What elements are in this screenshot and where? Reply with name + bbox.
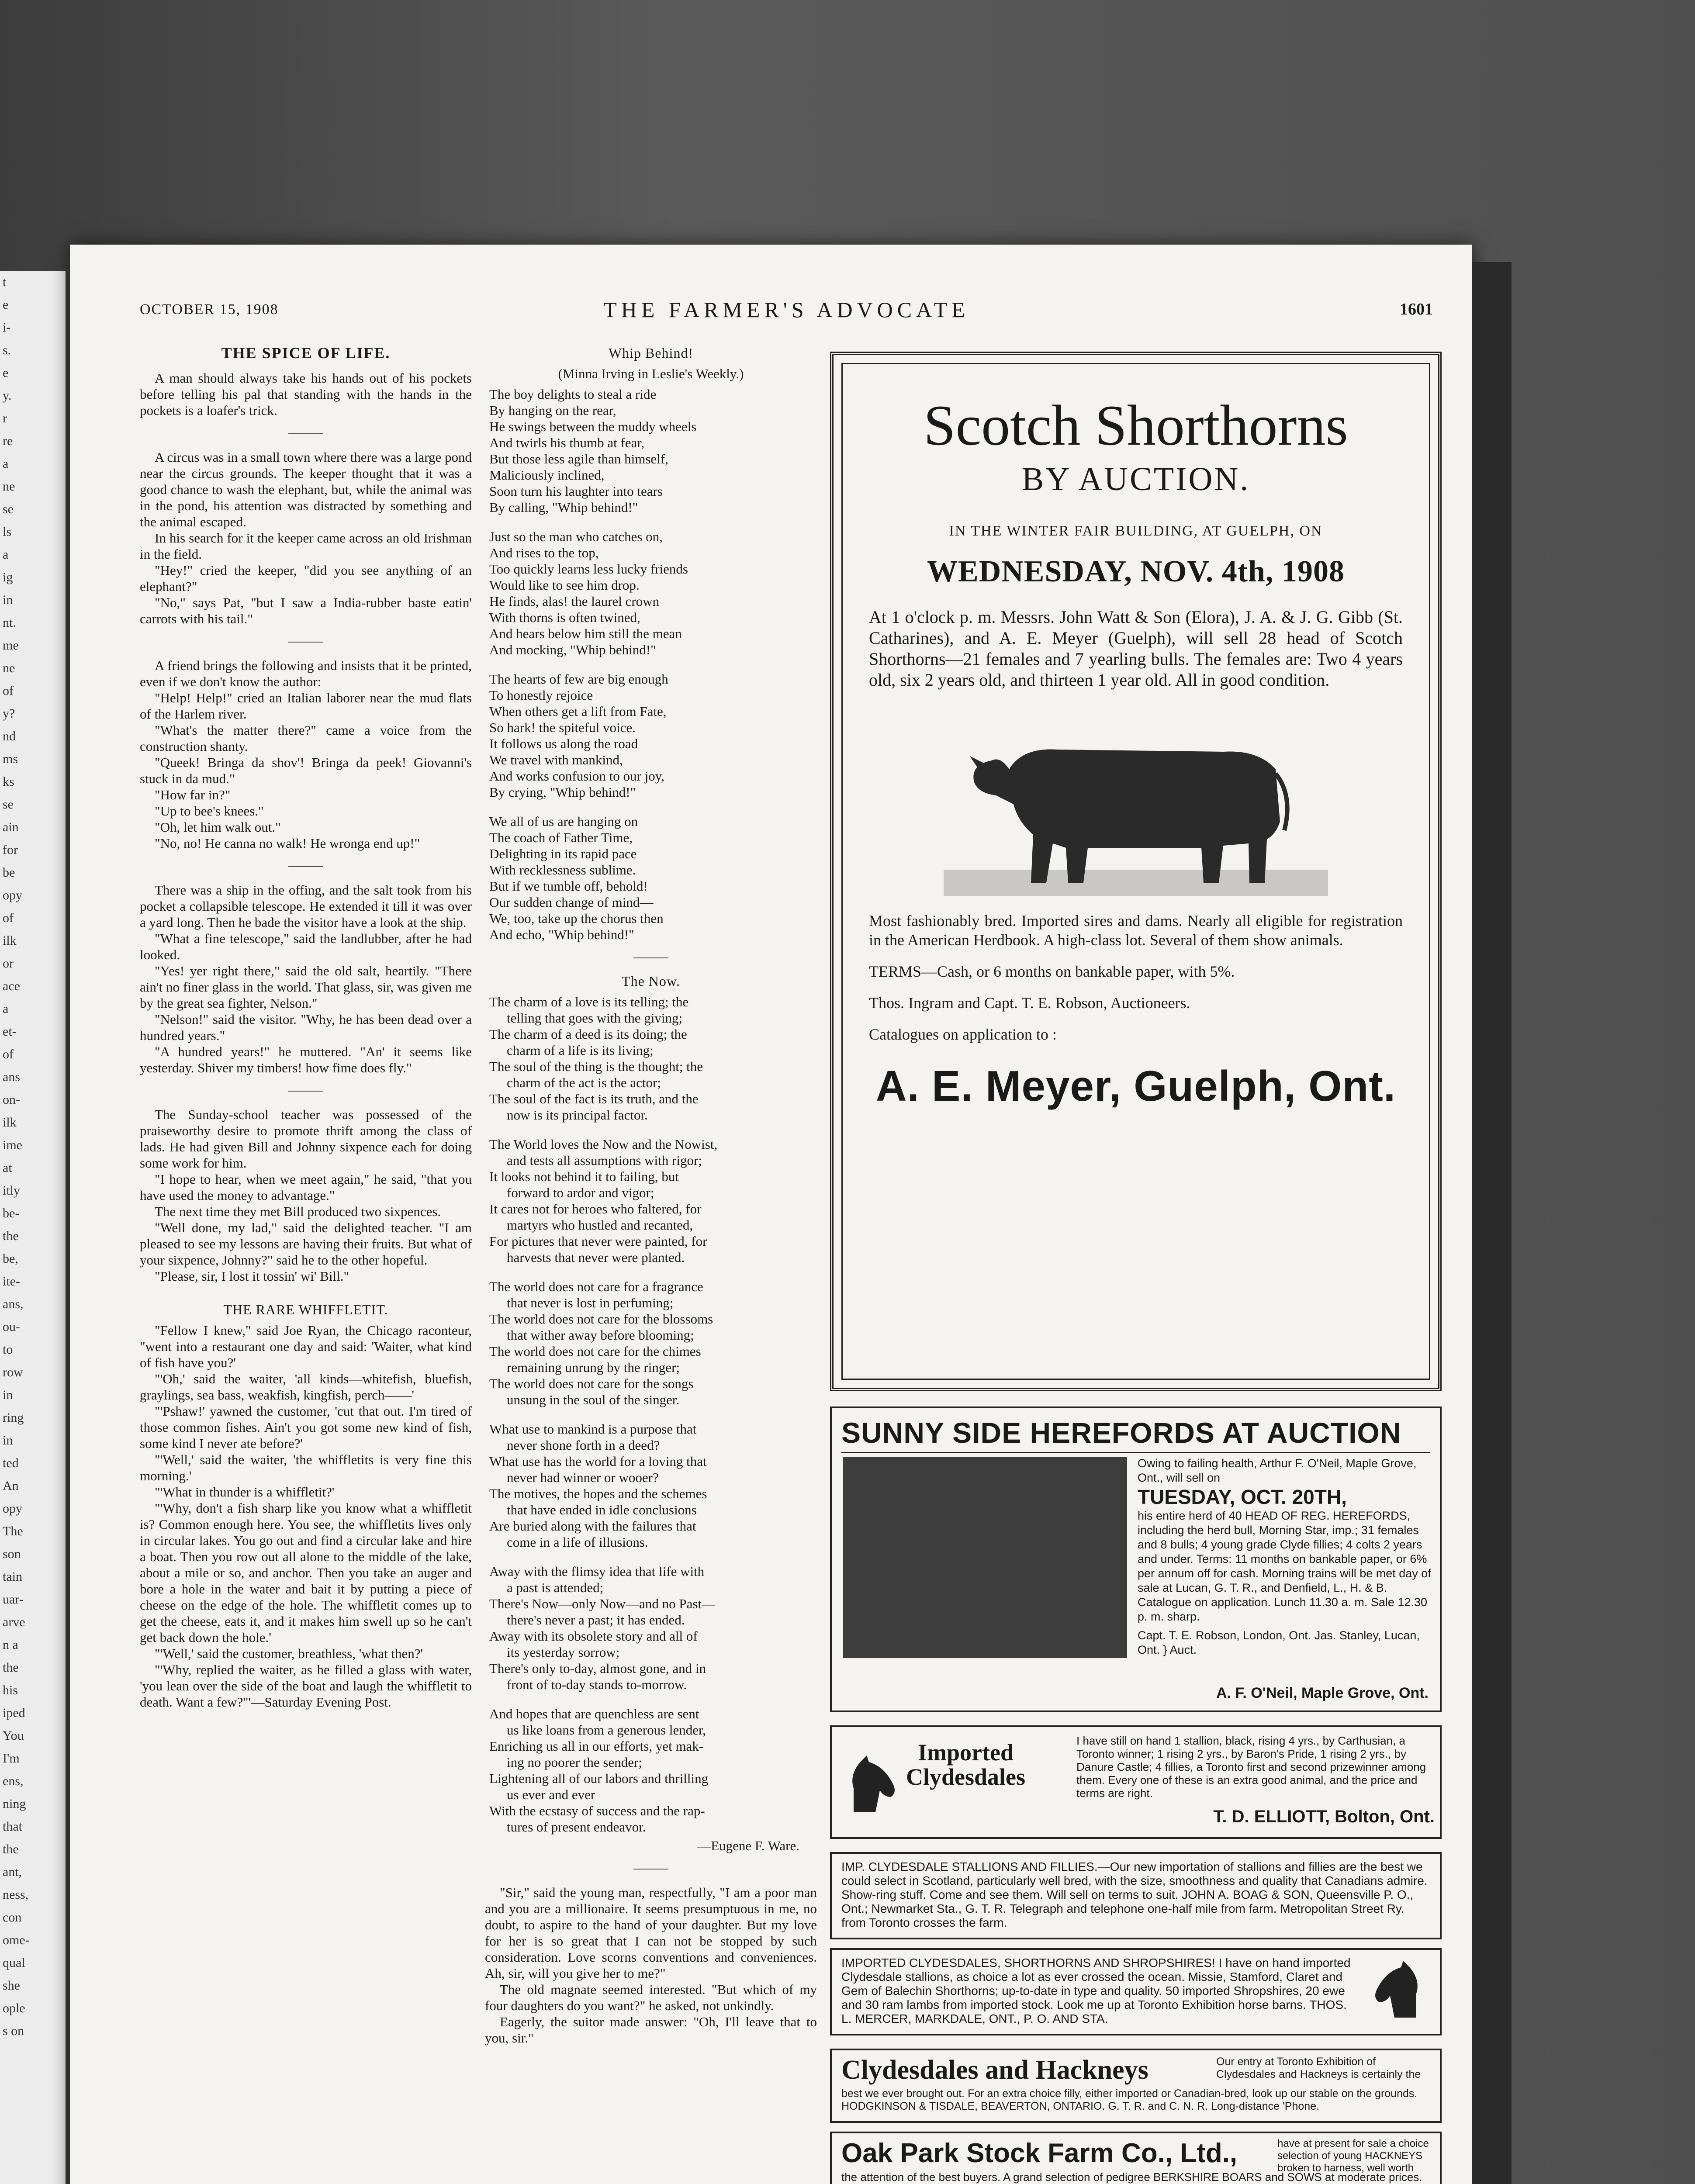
adjacent-page-text-fragment: qual bbox=[3, 1956, 25, 1970]
advert-body: At 1 o'clock p. m. Messrs. John Watt & Son (Elora), J. A. & J. G. Gibb (St. Catharines), and A. E. Meyer (Guelph), will sell 28 head of Scotch Shorthorns—21 females and 7 yearling bulls. The females are: Two 4 years old, six 2 years old, and thirteen 1 year old. All in good condition. bbox=[869, 607, 1403, 690]
adjacent-page-text-fragment: the bbox=[3, 1842, 19, 1856]
poem-line: By crying, "Whip behind!" bbox=[489, 784, 636, 800]
poem-line: Just so the man who catches on, bbox=[489, 529, 663, 544]
poem-line: a past is attended; bbox=[507, 1580, 604, 1595]
poem-line: Away with the flimsy idea that life with bbox=[489, 1564, 705, 1579]
poem-line: charm of a life is its living; bbox=[507, 1043, 654, 1058]
advert-frame bbox=[841, 363, 1430, 1380]
paragraph: The next time they met Bill produced two sixpences. bbox=[155, 1204, 441, 1219]
advert-area bbox=[70, 245, 1472, 2184]
poem-line: The world does not care for the chimes bbox=[489, 1344, 701, 1359]
advert-text: best we ever brought out. For an extra choice filly, either imported or Canadian-bred, look up our stable on the grounds. HODGKINSON & TISDALE, BEAVERTON, ONTARIO. G. T. R. and C. N. R. Long-distance 'Phone. bbox=[841, 2087, 1418, 2112]
advert-clydesdales-and-hackneys bbox=[830, 2049, 1442, 2123]
poem-line: Lightening all of our labors and thrilling bbox=[489, 1771, 709, 1786]
poem-line: And works confusion to our joy, bbox=[489, 768, 664, 784]
poem-title-whip-behind: Whip Behind! bbox=[608, 345, 694, 361]
poem-line: And rises to the top, bbox=[489, 545, 599, 560]
poem-line: But those less agile than himself, bbox=[489, 451, 668, 467]
poem-line: With thorns is often twined, bbox=[489, 610, 640, 625]
poem-line: Maliciously inclined, bbox=[489, 467, 605, 483]
adjacent-page-text-fragment: be- bbox=[3, 1206, 20, 1220]
poem-line: harvests that never were planted. bbox=[507, 1250, 685, 1265]
poem-line: With recklessness sublime. bbox=[489, 862, 636, 878]
paragraph: In his search for it the keeper came across an old Irishman in the field. bbox=[140, 530, 472, 562]
paragraph: "Help! Help!" cried an Italian laborer near the mud flats of the Harlem river. bbox=[140, 690, 472, 722]
advert-mercer-clydesdales bbox=[830, 1948, 1442, 2035]
page-edge-shadow bbox=[1472, 262, 1512, 2184]
horse-head-icon bbox=[836, 1753, 902, 1814]
advert-heading: SUNNY SIDE HEREFORDS AT AUCTION bbox=[841, 1416, 1430, 1453]
paragraph: "How far in?" bbox=[155, 787, 231, 802]
adjacent-page-text-fragment: itly bbox=[3, 1183, 21, 1198]
poem-line: For pictures that never were painted, for bbox=[489, 1234, 707, 1249]
adjacent-page-text-fragment: or bbox=[3, 956, 14, 971]
paragraph: "What a fine telescope," said the landlubber, after he had looked. bbox=[140, 931, 472, 962]
poem-line: us like loans from a generous lender, bbox=[507, 1722, 706, 1738]
adjacent-page-text-fragment: et- bbox=[3, 1024, 17, 1039]
poem-line: Soon turn his laughter into tears bbox=[489, 484, 663, 499]
advert-signature: A. F. O'Neil, Maple Grove, Ont. bbox=[1216, 1685, 1429, 1701]
poem-line: there's never a past; it has ended. bbox=[507, 1612, 685, 1628]
adjacent-page-text-fragment: she bbox=[3, 1978, 20, 1993]
adjacent-page-text-fragment: ime bbox=[3, 1138, 22, 1152]
adjacent-page-text-fragment: a bbox=[3, 1002, 9, 1016]
adjacent-page-text-fragment: se bbox=[3, 797, 14, 812]
poem-line: The soul of the fact is its truth, and the bbox=[489, 1091, 699, 1106]
issue-date: OCTOBER 15, 1908 bbox=[140, 301, 279, 318]
advert-sunny-side-herefords bbox=[830, 1406, 1442, 1712]
paragraph: A man should always take his hands out of his pockets before telling his pal that standing with the hands in the pockets is a loafer's trick. bbox=[140, 370, 472, 418]
poem-line: By calling, "Whip behind!" bbox=[489, 500, 638, 515]
poem-line: We all of us are hanging on bbox=[489, 814, 638, 829]
adjacent-page-text-fragment: ne bbox=[3, 661, 15, 675]
poem-line: By hanging on the rear, bbox=[489, 403, 616, 418]
advert-subtitle: BY AUCTION. bbox=[1021, 461, 1250, 498]
adjacent-page-text-fragment: of bbox=[3, 1047, 14, 1061]
poem-line: But if we tumble off, behold! bbox=[489, 878, 648, 894]
poem-line: The world does not care for the songs bbox=[489, 1376, 694, 1391]
advert-side-text: Our entry at Toronto Exhibition of Clydesdales and Hackneys is certainly the bbox=[1216, 2056, 1421, 2080]
poem-line: now is its principal factor. bbox=[507, 1107, 648, 1123]
advert-title bbox=[906, 1740, 1025, 1789]
poem-line: So hark! the spiteful voice. bbox=[489, 720, 636, 735]
adjacent-page-text-fragment: of bbox=[3, 911, 14, 925]
adjacent-page-text-fragment: ning bbox=[3, 1797, 26, 1811]
adjacent-page-text-fragment: ms bbox=[3, 752, 18, 766]
adjacent-page-text-fragment: ain bbox=[3, 820, 19, 834]
advert-imported-clydesdales-elliott bbox=[830, 1725, 1442, 1839]
paragraph: "'Why, replied the waiter, as he filled a glass with water, 'you lean over the side of the boat and laugh the whiffletit to death. Want a few?'"—Saturday Evening Post. bbox=[140, 1662, 472, 1710]
paragraph: A friend brings the following and insists that it be printed, even if we don't know the author: bbox=[140, 658, 472, 689]
paragraph: "Well done, my lad," said the delighted teacher. "I am pleased to see my lessons are having their fruits. But what of your sixpence, Johnny?" said he to the other hopeful. bbox=[140, 1220, 472, 1268]
advert-title: Oak Park Stock Farm Co., Ltd., bbox=[841, 2138, 1238, 2168]
adjacent-page-text-fragment: son bbox=[3, 1547, 21, 1561]
poem-line: What use to mankind is a purpose that bbox=[489, 1421, 697, 1437]
paragraph: The old magnate seemed interested. "But which of my four daughters do you want?" he asked, not unkindly. bbox=[485, 1982, 817, 2013]
paragraph: There was a ship in the offing, and the salt took from his pocket a collapsible telescope. He extended it till it was over a yard long. Then he bade the visitor have a look at the ship. bbox=[140, 882, 472, 930]
poem-line: remaining unrung by the ringer; bbox=[507, 1360, 680, 1375]
poem-line: The boy delights to steal a ride bbox=[489, 387, 657, 402]
adjacent-page-text-fragment: The bbox=[3, 1524, 23, 1538]
poem-line: With the ecstasy of success and the rap- bbox=[489, 1803, 705, 1818]
adjacent-page-text-fragment: ig bbox=[3, 570, 13, 584]
poem-line: never shone forth in a deed? bbox=[507, 1438, 660, 1453]
advert-boag-clydesdales bbox=[830, 1852, 1442, 1939]
advert-text: the attention of the best buyers. A grand selection of pedigree BERKSHIRE BOARS and SOWS at moderate prices. bbox=[841, 2170, 1422, 2184]
cattle-photo-icon bbox=[843, 1457, 1127, 1658]
adjacent-page-text-fragment: nd bbox=[3, 729, 16, 743]
poem-line: He finds, alas! the laurel crown bbox=[489, 594, 660, 609]
adjacent-page-text-fragment: y? bbox=[3, 706, 15, 721]
adjacent-page-text-fragment: con bbox=[3, 1910, 22, 1925]
paragraph: "Oh, let him walk out." bbox=[155, 819, 281, 835]
paragraph: The Sunday-school teacher was possessed of the praiseworthy desire to promote thrift among the class of lads. He had given Bill and Johnny sixpence each for doing some work for him. bbox=[140, 1107, 472, 1171]
paragraph: "Nelson!" said the visitor. "Why, he has been dead over a hundred years." bbox=[140, 1012, 472, 1043]
adjacent-page-text-fragment: e bbox=[3, 297, 9, 312]
paragraph: A circus was in a small town where there was a large pond near the circus grounds. The keeper thought that it was a good chance to wash the elephant, but, while the animal was in the pond, his attention was distracted by something and the animal escaped. bbox=[140, 449, 472, 529]
adjacent-page-text-fragment: s. bbox=[3, 343, 11, 357]
poem-line: The hearts of few are big enough bbox=[489, 671, 668, 687]
poem-line: Away with its obsolete story and all of bbox=[489, 1628, 698, 1644]
adjacent-page-text-fragment: e bbox=[3, 366, 9, 380]
poem-line: It looks not behind it to failing, but bbox=[489, 1169, 679, 1184]
poem-line: telling that goes with the giving; bbox=[507, 1010, 683, 1026]
poem-line: forward to ardor and vigor; bbox=[507, 1185, 654, 1200]
poem-line: And echo, "Whip behind!" bbox=[489, 927, 634, 942]
poem-line: come in a life of illusions. bbox=[507, 1534, 648, 1550]
publication-title: THE FARMER'S ADVOCATE bbox=[603, 297, 969, 322]
paragraph: "Up to bee's knees." bbox=[155, 803, 264, 819]
poem-line: We travel with mankind, bbox=[489, 752, 623, 767]
poem-line: that have ended in idle conclusions bbox=[507, 1502, 697, 1517]
paragraph: "No," says Pat, "but I saw a India-rubber baste eatin' carrots with his tail." bbox=[140, 595, 472, 626]
paragraph: "I hope to hear, when we meet again," he said, "that you have used the money to advantage." bbox=[140, 1171, 472, 1203]
adjacent-page-text-fragment: ant, bbox=[3, 1865, 22, 1879]
adjacent-page-text-fragment: row bbox=[3, 1365, 23, 1379]
poem-line: The charm of a deed is its doing; the bbox=[489, 1026, 687, 1042]
adjacent-page-text-fragment: ans, bbox=[3, 1297, 24, 1311]
poem-line: Too quickly learns less lucky friends bbox=[489, 561, 688, 577]
adjacent-page-text-fragment: in bbox=[3, 1388, 13, 1402]
poem-line: charm of the act is the actor; bbox=[507, 1075, 661, 1090]
adjacent-page-text-fragment: his bbox=[3, 1683, 18, 1697]
adjacent-page-text-fragment: t bbox=[3, 275, 7, 289]
poem-line: tures of present endeavor. bbox=[507, 1819, 646, 1835]
adjacent-page-text-fragment: You bbox=[3, 1728, 24, 1743]
adjacent-page-text-fragment: ks bbox=[3, 774, 14, 789]
poem-line: It cares not for heroes who faltered, for bbox=[489, 1201, 702, 1216]
advert-intro: Owing to failing health, Arthur F. O'Neil, Maple Grove, Ont., will sell on bbox=[1138, 1457, 1417, 1484]
paragraph: Eagerly, the suitor made answer: "Oh, I'll leave that to you, sir." bbox=[485, 2014, 817, 2046]
adjacent-page-text-fragment: ome- bbox=[3, 1933, 30, 1947]
advert-scotch-shorthorns bbox=[830, 352, 1442, 1391]
poem-line: Would like to see him drop. bbox=[489, 577, 640, 593]
adjacent-page-text-fragment: the bbox=[3, 1660, 19, 1675]
poem-line: The world does not care for a fragrance bbox=[489, 1279, 703, 1294]
poem-line: Our sudden change of mind— bbox=[489, 895, 654, 910]
advert-title: Clydesdales and Hackneys bbox=[841, 2055, 1148, 2085]
adjacent-page-text-fragment: be, bbox=[3, 1251, 18, 1266]
adjacent-page-text-fragment: ilk bbox=[3, 933, 17, 948]
adjacent-page-text-fragment: ted bbox=[3, 1456, 19, 1470]
poem-line: that wither away before blooming; bbox=[507, 1327, 694, 1343]
poem-line: The World loves the Now and the Nowist, bbox=[489, 1137, 718, 1152]
poem-source: (Minna Irving in Leslie's Weekly.) bbox=[558, 366, 744, 381]
advert-venue: IN THE WINTER FAIR BUILDING, AT GUELPH, ON bbox=[949, 523, 1323, 539]
poem-line: And hopes that are quenchless are sent bbox=[489, 1706, 699, 1721]
paragraph: "Fellow I knew," said Joe Ryan, the Chicago raconteur, "went into a restaurant one day and said: 'Waiter, what kind of fish have you?' bbox=[140, 1323, 472, 1370]
adjacent-page-text-fragment: An bbox=[3, 1479, 19, 1493]
advert-auctioneers: Thos. Ingram and Capt. T. E. Robson, Auctioneers. bbox=[869, 994, 1190, 1012]
adjacent-page-text-fragment: iped bbox=[3, 1706, 25, 1720]
adjacent-page-text-fragment: be bbox=[3, 865, 15, 880]
adjacent-page-text-fragment: ens, bbox=[3, 1774, 24, 1788]
advert-auctioneers: Capt. T. E. Robson, London, Ont. Jas. Stanley, Lucan, Ont. } Auct. bbox=[1138, 1629, 1420, 1656]
poem-line: And mocking, "Whip behind!" bbox=[489, 642, 656, 657]
advert-date: WEDNESDAY, NOV. 4th, 1908 bbox=[927, 555, 1345, 588]
whiffletit-heading: THE RARE WHIFFLETIT. bbox=[223, 1302, 388, 1317]
adjacent-page-text-fragment: opy bbox=[3, 1501, 22, 1516]
poem-line: martyrs who hustled and recanted, bbox=[507, 1217, 693, 1233]
paragraph: "'Well,' said the waiter, 'the whiffletits is very fine this morning.' bbox=[140, 1452, 472, 1483]
horse-head-icon bbox=[1368, 1959, 1434, 2020]
paragraph: "A hundred years!" he muttered. "An' it seems like yesterday. Shiver my timbers! how fime does fly." bbox=[140, 1044, 472, 1075]
poem-line: us ever and ever bbox=[507, 1787, 595, 1802]
poem-line: front of to-day stands to-morrow. bbox=[507, 1677, 687, 1692]
poem-line: The motives, the hopes and the schemes bbox=[489, 1486, 707, 1501]
paragraph: "'Why, don't a fish sharp like you know what a whiffletit is? Common enough here. You see, the whiffletits lives only in circular lakes. You go out and find a circular lake and hire a boat. Then you row out all alone to the middle of the lake, about a mile or so, and anchor. Then you take an auger and bore a hole in the water and bait it by putting a piece of cheese on the edge of the hole. The whiffletit comes up to get the cheese, eats it, and it makes him swell up so he can't get back down the hole.' bbox=[140, 1500, 472, 1645]
poem-line: When others get a lift from Fate, bbox=[489, 704, 667, 719]
poem-line: The coach of Father Time, bbox=[489, 830, 633, 845]
poem-line: To honestly rejoice bbox=[489, 688, 593, 703]
adjacent-page-text-fragment: the bbox=[3, 1229, 19, 1243]
poem-line: There's only to-day, almost gone, and in bbox=[489, 1661, 706, 1676]
adjacent-page-edge bbox=[0, 271, 66, 2184]
adjacent-page-text-fragment: ilk bbox=[3, 1115, 17, 1130]
adjacent-page-text-fragment: on- bbox=[3, 1092, 20, 1107]
adjacent-page-text-fragment: me bbox=[3, 638, 19, 653]
poem-title-the-now: The Now. bbox=[622, 973, 680, 989]
advert-title-line: Imported bbox=[918, 1739, 1014, 1766]
adjacent-page-text-fragment: r bbox=[3, 411, 7, 425]
page-number: 1601 bbox=[1400, 300, 1433, 318]
poem-line: that never is lost in perfuming; bbox=[507, 1295, 674, 1310]
adjacent-page-text-fragment: uar- bbox=[3, 1592, 24, 1607]
paragraph: "'Well,' said the customer, breathless, 'what then?' bbox=[155, 1646, 423, 1661]
adjacent-page-text-fragment: opy bbox=[3, 888, 22, 902]
paragraph: "No, no! He canna no walk! He wronga end up!" bbox=[155, 836, 420, 851]
adjacent-page-text-fragment: se bbox=[3, 502, 14, 516]
poem-line: The charm of a love is its telling; the bbox=[489, 994, 689, 1009]
adjacent-page-text-fragment: a bbox=[3, 456, 9, 471]
adjacent-page-text-fragment: s on bbox=[3, 2024, 24, 2038]
advert-details: his entire herd of 40 HEAD OF REG. HEREFORDS, including the herd bull, Morning Star, imp.; 31 females and 8 bulls; 4 young grade Clyde fillies; 4 colts 2 years and under. Terms: 11 months on bankable paper, or 6% per annum off for cash. Morning trains will be met day of sale at Lucan, G. T. R., and Denfield, L., H. & B. Catalogue on application. Lunch 11.30 a. m. Sale 12.30 p. m. sharp. bbox=[1138, 1509, 1431, 1623]
adjacent-page-text-fragment: re bbox=[3, 434, 13, 448]
adjacent-page-text-fragment: to bbox=[3, 1342, 13, 1357]
spice-of-life-heading: THE SPICE OF LIFE. bbox=[221, 344, 391, 362]
advert-side-text: have at present for sale a choice selection of young HACKNEYS broken to harness, well worth bbox=[1277, 2138, 1429, 2174]
poem-line: There's Now—only Now—and no Past— bbox=[489, 1596, 716, 1611]
adjacent-page-text-fragment: ite- bbox=[3, 1274, 20, 1289]
adjacent-page-text-fragment: ring bbox=[3, 1410, 24, 1425]
poem-line: The world does not care for the blossoms bbox=[489, 1311, 713, 1327]
adjacent-page-text-fragment: in bbox=[3, 1433, 13, 1448]
adjacent-page-text-fragment: ness, bbox=[3, 1887, 29, 1902]
poem-line: He swings between the muddy wheels bbox=[489, 419, 697, 434]
poem-line: never had winner or wooer? bbox=[507, 1470, 659, 1485]
advert-oak-park-stock-farm bbox=[830, 2132, 1442, 2184]
advert-contact: A. E. Meyer, Guelph, Ont. bbox=[875, 1062, 1396, 1110]
adjacent-page-text-fragment: ople bbox=[3, 2001, 25, 2015]
advert-text: IMP. CLYDESDALE STALLIONS AND FILLIES.—Our new importation of stallions and fillies are the best we could select in Scotland, particularly well bred, with the size, smoothness and quality that Canadians admire. Show-ring stuff. Come and see them. Will sell on terms to suit. JOHN A. BOAG & SON, Queensville P. O., Ont.; Newmarket Sta., G. T. R. Telegraph and telephone one-half mile from farm. Metropolitan Street Ry. from Toronto crosses the farm. bbox=[841, 1860, 1428, 1929]
poem-line: And hears below him still the mean bbox=[489, 626, 682, 641]
adjacent-page-text-fragment: y. bbox=[3, 388, 12, 403]
advert-title-line: Clydesdales bbox=[906, 1764, 1026, 1790]
adjacent-page-text-fragment: arve bbox=[3, 1615, 25, 1629]
advert-terms: TERMS—Cash, or 6 months on bankable paper, with 5%. bbox=[869, 963, 1235, 980]
advert-date: TUESDAY, OCT. 20TH, bbox=[1138, 1486, 1347, 1508]
adjacent-page-text-fragment: n a bbox=[3, 1638, 18, 1652]
poem-line: And twirls his thumb at fear, bbox=[489, 435, 645, 450]
adjacent-page-text-fragment: ls bbox=[3, 525, 12, 539]
poem-line: Delighting in its rapid pace bbox=[489, 846, 637, 861]
poem-author: —Eugene F. Ware. bbox=[697, 1838, 799, 1853]
advert-text bbox=[1138, 1456, 1435, 1657]
advert-signature: T. D. ELLIOTT, Bolton, Ont. bbox=[1213, 1807, 1435, 1826]
advert-breeding: Most fashionably bred. Imported sires and dams. Nearly all eligible for registration in the American Herdbook. A high-class lot. Several of them show animals. bbox=[869, 912, 1403, 949]
poem-line: Are buried along with the failures that bbox=[489, 1518, 696, 1534]
poem-line: What use has the world for a loving that bbox=[489, 1454, 707, 1469]
paragraph: "Sir," said the young man, respectfully, "I am a poor man and you are a millionaire. It seems presumptuous in me, no doubt, to aspire to the hand of your daughter. But my love for her is so great that I can not be stopped by such consideration. Love scorns conventions and conveniences. Ah, sir, will you give her to me?" bbox=[485, 1885, 817, 1981]
paragraph: "Yes! yer right there," said the old salt, heartily. "There ain't no finer glass in the world. That glass, sir, was given me by the great sea fighter, Nelson." bbox=[140, 963, 472, 1011]
advert-title: Scotch Shorthorns bbox=[924, 393, 1348, 457]
poem-line: and tests all assumptions with rigor; bbox=[507, 1153, 702, 1168]
poem-line: It follows us along the road bbox=[489, 736, 638, 751]
adjacent-page-text-fragment: nt. bbox=[3, 615, 16, 630]
paragraph: "Queek! Bringa da shov'! Bringa da peek! Giovanni's stuck in da mud." bbox=[140, 755, 472, 786]
adjacent-page-text-fragment: for bbox=[3, 843, 18, 857]
paragraph: "'Oh,' said the waiter, 'all kinds—whitefish, bluefish, graylings, sea bass, weakfish, kingfish, perch——' bbox=[140, 1371, 472, 1403]
adjacent-page-text-fragment: i- bbox=[3, 320, 11, 335]
adjacent-page-text-fragment: ou- bbox=[3, 1320, 20, 1334]
adjacent-page-text-fragment: at bbox=[3, 1161, 12, 1175]
adjacent-page-text-fragment: that bbox=[3, 1819, 22, 1834]
poem-line: Enriching us all in our efforts, yet mak- bbox=[489, 1738, 704, 1754]
adjacent-page-text-fragment: in bbox=[3, 593, 13, 607]
poem-line: unsung in the soul of the singer. bbox=[507, 1392, 680, 1407]
paragraph: "'What in thunder is a whiffletit?' bbox=[155, 1484, 335, 1500]
advert-catalogues: Catalogues on application to : bbox=[869, 1026, 1057, 1043]
advert-text: I have still on hand 1 stallion, black, rising 4 yrs., by Carthusian, a Toronto winner; 1 rising 2 yrs., by Baron's Pride, 1 rising 2 yrs., by Danure Castle; 4 fillies, a Toronto first and second prizewinner among them. Every one of these is an extra good animal, and the price and terms are right. bbox=[1076, 1734, 1426, 1800]
adjacent-page-text-fragment: ace bbox=[3, 979, 20, 993]
adjacent-page-text-fragment: of bbox=[3, 684, 14, 698]
paragraph: "'Pshaw!' yawned the customer, 'cut that out. I'm tired of those common fishes. Ain't you got some new kind of fish, some kind I never ate before?' bbox=[140, 1403, 472, 1451]
paragraph: "Hey!" cried the keeper, "did you see anything of an elephant?" bbox=[140, 563, 472, 594]
adjacent-page-text-fragment: ans bbox=[3, 1070, 20, 1084]
poem-line: its yesterday sorrow; bbox=[507, 1645, 620, 1660]
poem-line: The soul of the thing is the thought; the bbox=[489, 1059, 703, 1074]
adjacent-page-text-fragment: a bbox=[3, 547, 9, 562]
adjacent-page-text-fragment: ne bbox=[3, 479, 15, 494]
poem-line: ing no poorer the sender; bbox=[507, 1755, 642, 1770]
shorthorn-bull-illustration-icon bbox=[944, 708, 1328, 896]
adjacent-page-text-fragment: tain bbox=[3, 1569, 22, 1584]
advert-text: IMPORTED CLYDESDALES, SHORTHORNS AND SHROPSHIRES! I have on hand imported Clydesdale stallions, as choice a lot as ever crossed the ocean. Missie, Stamford, Claret and Gem of Balechin Shorthorns; up-to-date in type and quality. 50 imported Shropshires, 20 ewe and 30 ram lambs from imported stock. Look me up at Toronto Exhibition horse barns. THOS. L. MERCER, MARKDALE, ONT., P. O. AND STA. bbox=[841, 1956, 1351, 2025]
paragraph: "Please, sir, I lost it tossin' wi' Bill." bbox=[155, 1268, 349, 1284]
paragraph: "What's the matter there?" came a voice from the construction shanty. bbox=[140, 722, 472, 754]
poem-line: We, too, take up the chorus then bbox=[489, 911, 664, 926]
adjacent-page-text-fragment: I'm bbox=[3, 1751, 20, 1766]
